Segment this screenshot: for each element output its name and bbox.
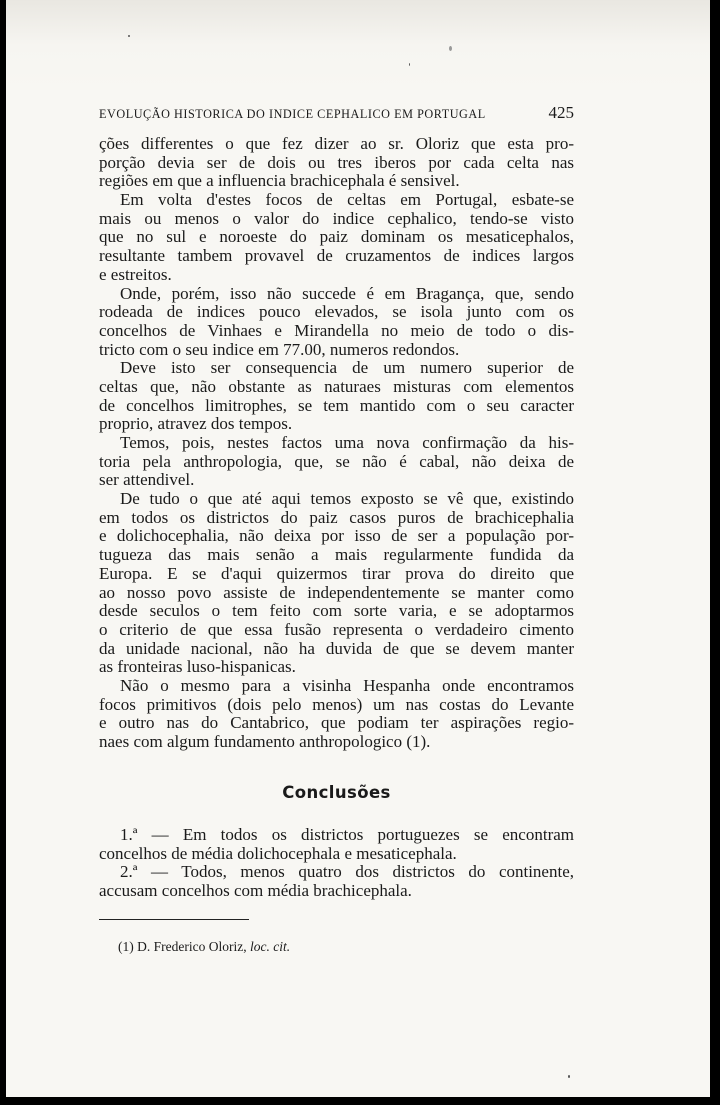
conclusion-line: 2.ª — Todos, menos quatro dos districtos do continente, [120,862,574,882]
running-title: EVOLUÇÃO HISTORICA DO INDICE CEPHALICO EM PORTUGAL [99,107,486,121]
text-line: celtas que, não obstante as naturaes misturas com elementos [99,376,574,396]
body-text [99,135,574,752]
text-line: porção devia ser de dois ou tres iberos por cada celta nas [99,152,574,172]
footnote-citation: loc. cit. [249,939,291,954]
ink-speck [449,46,452,51]
text-line: Deve isto ser consequencia de um numero superior de [120,358,574,378]
text-line: mais ou menos o valor do indice cephalico, tendo-se visto [99,208,574,228]
text-line: Europa. E se d'aqui quizermos tirar prova do direito que [99,563,574,583]
conclusion-line: concelhos de média dolichocephala e mesaticephala. [99,843,457,863]
ink-speck [128,35,130,37]
page-number: 425 [548,103,574,122]
text-line: toria pela anthropologia, que, se não é cabal, não deixa de [99,451,574,471]
section-heading: Conclusões [282,783,391,802]
footnote [118,939,290,955]
conclusion-line: 1.ª — Em todos os districtos portuguezes se encontram [120,825,574,844]
text-line: as fronteiras luso-hispanicas. [99,657,296,677]
text-line: proprio, atravez dos tempos. [99,414,293,434]
text-line: tricto com o seu indice em 77.00, numeros redondos. [99,339,460,359]
text-line: Temos, pois, nestes factos uma nova confirmação da his- [120,433,574,452]
text-line: tugueza das mais senão a mais regularmente fundida da [99,545,574,565]
text-line: ao nosso povo assiste de independentemente se manter como [99,582,574,602]
footnote-rule [99,919,249,920]
text-line: e outro nas do Cantabrico, que podiam ter aspirações regio- [99,713,574,733]
running-header [99,103,574,127]
text-line: da unidade nacional, não ha duvida de que se devem manter [99,638,574,658]
text-line: rodeada de indices pouco elevados, se isola junto com os [99,302,574,322]
text-line: o criterio de que essa fusão representa o verdadeiro cimento [99,619,574,639]
text-line: que no sul e noroeste do paiz dominam os mesaticephalos, [99,227,574,247]
text-line: Onde, porém, isso não succede é em Bragança, que, sendo [120,283,574,303]
text-line: naes com algum fundamento anthropologico (1). [99,732,431,751]
paper-sheet [6,0,710,1097]
text-line: resultante tambem provavel de cruzamentos de indices largos [99,246,574,266]
ink-speck [409,63,410,66]
conclusions-list [99,826,574,901]
text-line: De tudo o que até aqui temos exposto se vê que, existindo [120,489,574,509]
footnote-author: D. Frederico Oloriz, [137,939,247,954]
text-line: e dolichocephalia, não deixa por isso de ser a população por- [99,526,574,546]
text-line: regiões em que a influencia brachicephala é sensivel. [99,171,460,191]
text-line: e estreitos. [99,264,172,284]
text-line: em todos os districtos do paiz casos puros de brachicephalia [99,507,574,527]
text-line: concelhos de Vinhaes e Mirandella no meio de todo o dis- [99,320,574,340]
text-line: Em volta d'estes focos de celtas em Portugal, esbate-se [120,190,574,210]
ink-speck [568,1075,570,1078]
text-line: ções differentes o que fez dizer ao sr. Oloriz que esta pro- [99,134,574,153]
text-line: ser attendivel. [99,470,195,490]
footnote-marker: (1) [118,939,134,954]
text-line: desde seculos o tem feito com sorte varia, e se adoptarmos [99,601,574,621]
text-line: de concelhos limitrophes, se tem mantido com o seu caracter [99,395,574,415]
text-line: focos primitivos (dois pelo menos) um nas costas do Levante [99,694,574,714]
text-line: Não o mesmo para a visinha Hespanha onde encontramos [120,675,574,695]
conclusion-line: accusam concelhos com média brachicephala. [99,881,412,901]
